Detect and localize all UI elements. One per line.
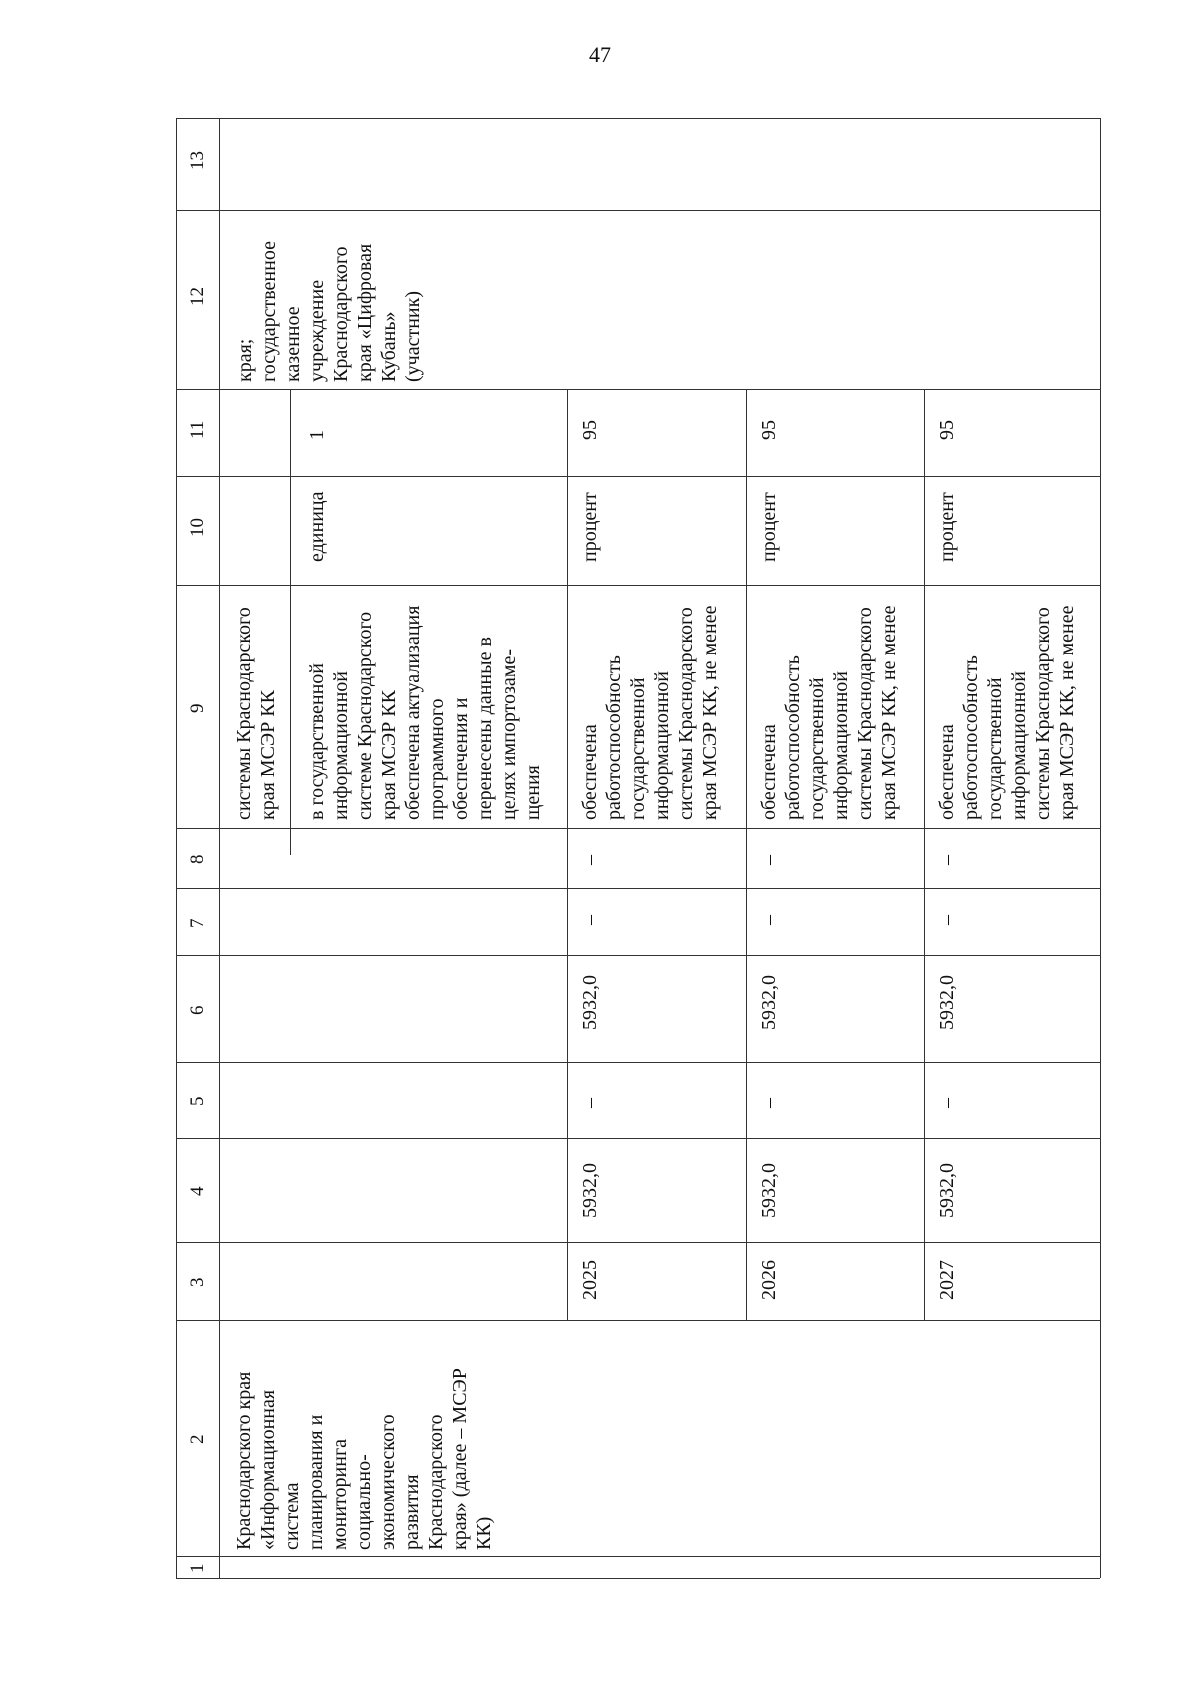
col12-participant-line: Кубань» — [378, 311, 400, 382]
header-col-divider — [176, 1242, 219, 1243]
col-line-1-2 — [219, 1556, 1100, 1557]
row-col6-value: 5932,0 — [936, 975, 958, 1030]
row-b-col9-text-line: программного — [426, 698, 448, 820]
header-col-divider — [176, 1138, 219, 1139]
header-col-divider — [176, 389, 219, 390]
row-col10-unit: процент — [936, 492, 958, 562]
row-col9-text-line: работоспособность — [960, 655, 982, 820]
column-header-9: 9 — [187, 703, 208, 713]
column-header-3: 3 — [187, 1277, 208, 1287]
page-number: 47 — [589, 42, 611, 67]
col-line — [219, 389, 1100, 390]
col12-participant-line: (участник) — [402, 291, 424, 382]
row-col9-text-line: края МСЭР КК, не менее — [1056, 605, 1078, 820]
row-col7-value: – — [936, 915, 958, 925]
column-header-8: 8 — [187, 854, 208, 864]
row-col9-text — [757, 606, 901, 821]
row-col11-value: 95 — [936, 420, 958, 440]
col-line-12-13 — [219, 210, 1100, 211]
row-col7-value: – — [579, 915, 601, 925]
header-col-divider — [176, 585, 219, 586]
col12-participant-line: края; — [234, 338, 256, 382]
column-header-4: 4 — [187, 1186, 208, 1196]
row-col8-value: – — [936, 855, 958, 865]
table-border-bottom — [176, 1578, 1100, 1579]
col12-participant-line: края «Цифровая — [354, 243, 376, 382]
row-col9-text-line: обеспечена — [936, 724, 958, 820]
column-header-1: 1 — [187, 1563, 208, 1573]
col12-participant-line: государственное — [258, 241, 280, 382]
col-line — [219, 1062, 1100, 1063]
row-sep-2026-2027 — [924, 389, 925, 1320]
row-b-col9-text-line: обеспечена актуализация — [402, 605, 424, 820]
row-a-col9-text-line: системы Краснодарского — [233, 607, 255, 820]
col12-participant-line: Краснодарского — [330, 246, 352, 382]
row-col4-value: 5932,0 — [579, 1163, 601, 1218]
col2-description-line: КК) — [473, 1516, 495, 1550]
row-col9-text-line: обеспечена — [579, 724, 601, 820]
row-col8-value: – — [758, 855, 780, 865]
col2-description-line: «Информационная — [257, 1389, 279, 1550]
col-line-2-3 — [219, 1320, 1100, 1321]
row-year: 2026 — [758, 1260, 780, 1300]
row-b-col9-text-line: щения — [522, 765, 544, 820]
row-col5-value: – — [936, 1098, 958, 1108]
row-a-col9-text-line: края МСЭР КК — [257, 690, 279, 820]
col2-description-line: Краснодарского края — [233, 1371, 255, 1550]
col-line — [219, 585, 1100, 586]
row-b-col9-text-line: информационной — [330, 671, 352, 820]
row-b-col9-text-line: обеспечения и — [450, 697, 472, 820]
header-col-divider — [176, 1062, 219, 1063]
col12-participant-line: учреждение — [306, 279, 328, 382]
column-header-10: 10 — [187, 517, 208, 537]
col-line — [219, 476, 1100, 477]
col2-description-line: система — [281, 1482, 303, 1550]
col2-description — [232, 1368, 496, 1550]
header-row-separator — [219, 118, 220, 1578]
col2-description-line: края» (далее – МСЭР — [449, 1368, 471, 1550]
row-col6-value: 5932,0 — [758, 975, 780, 1030]
row-b-col9-text-line: перенесены данные в — [474, 637, 496, 820]
column-header-7: 7 — [187, 918, 208, 928]
row-col9-text-line: информационной — [830, 671, 852, 820]
header-col-divider — [176, 476, 219, 477]
table-border-right — [1100, 118, 1101, 1578]
row-year: 2027 — [936, 1260, 958, 1300]
col-line — [219, 888, 1100, 889]
col-line — [219, 1138, 1100, 1139]
col-line — [219, 955, 1100, 956]
row-b-col9-text — [305, 606, 545, 820]
col2-description-line: развития — [401, 1474, 423, 1550]
col2-description-line: Краснодарского — [425, 1414, 447, 1550]
row-col8-value: – — [579, 855, 601, 865]
row-year: 2025 — [579, 1260, 601, 1300]
col2-description-line: социально- — [353, 1454, 375, 1550]
row-b-col10-unit: единица — [306, 491, 328, 562]
row-col4-value: 5932,0 — [936, 1163, 958, 1218]
row-col9-text-line: системы Краснодарского — [854, 607, 876, 820]
row-col9-text-line: системы Краснодарского — [675, 607, 697, 820]
column-header-6: 6 — [187, 1005, 208, 1015]
row-b-col9-text-line: края МСЭР КК — [378, 690, 400, 820]
row-col9-text-line: информационной — [1008, 671, 1030, 820]
row-col9-text-line: государственной — [984, 677, 1006, 820]
header-col-divider — [176, 210, 219, 211]
table-border-top — [176, 118, 1100, 119]
row-col9-text-line: информационной — [651, 671, 673, 820]
row-b-col9-text-line: в государственной — [306, 663, 328, 820]
row-sep-a-b — [290, 389, 291, 855]
row-sep-b-2025 — [567, 389, 568, 1320]
row-col5-value: – — [758, 1098, 780, 1108]
header-col-divider — [176, 955, 219, 956]
row-col9-text-line: края МСЭР КК, не менее — [699, 605, 721, 820]
row-col9-text-line: работоспособность — [603, 655, 625, 820]
table-border-left — [176, 118, 177, 1578]
row-b-col9-text-line: системе Краснодарского — [354, 611, 376, 820]
row-col9-text-line: государственной — [627, 677, 649, 820]
col-line — [219, 1242, 1100, 1243]
row-sep-2025-2026 — [746, 389, 747, 1320]
row-b-col11-value: 1 — [306, 430, 328, 440]
col2-description-line: мониторинга — [329, 1438, 351, 1550]
col2-description-line: экономического — [377, 1414, 399, 1550]
row-col7-value: – — [758, 915, 780, 925]
column-header-13: 13 — [187, 151, 208, 170]
header-col-divider — [176, 828, 219, 829]
column-header-5: 5 — [187, 1096, 208, 1106]
row-col5-value: – — [579, 1098, 601, 1108]
column-header-12: 12 — [187, 286, 208, 306]
row-col9-text-line: системы Краснодарского — [1032, 607, 1054, 820]
row-col9-text-line: края МСЭР КК, не менее — [878, 605, 900, 820]
row-col6-value: 5932,0 — [579, 975, 601, 1030]
row-col9-text-line: государственной — [806, 677, 828, 820]
row-col9-text-line: работоспособность — [782, 655, 804, 820]
col12-participant — [233, 241, 425, 382]
row-col10-unit: процент — [579, 492, 601, 562]
row-col4-value: 5932,0 — [758, 1163, 780, 1218]
row-col10-unit: процент — [758, 492, 780, 562]
header-col-divider — [176, 1320, 219, 1321]
header-col-divider — [176, 1556, 219, 1557]
column-header-2: 2 — [187, 1434, 208, 1444]
header-col-divider — [176, 888, 219, 889]
row-col9-text-line: обеспечена — [758, 724, 780, 820]
col2-description-line: планирования и — [305, 1414, 327, 1550]
row-col11-value: 95 — [579, 420, 601, 440]
row-col11-value: 95 — [758, 420, 780, 440]
column-header-11: 11 — [187, 420, 208, 439]
row-a-col9-text — [232, 607, 280, 820]
row-col9-text — [935, 606, 1079, 821]
col12-participant-line: казенное — [282, 306, 304, 382]
row-b-col9-text-line: целях импортозаме- — [498, 648, 520, 820]
row-col9-text — [578, 606, 722, 821]
col-line — [219, 828, 1100, 829]
